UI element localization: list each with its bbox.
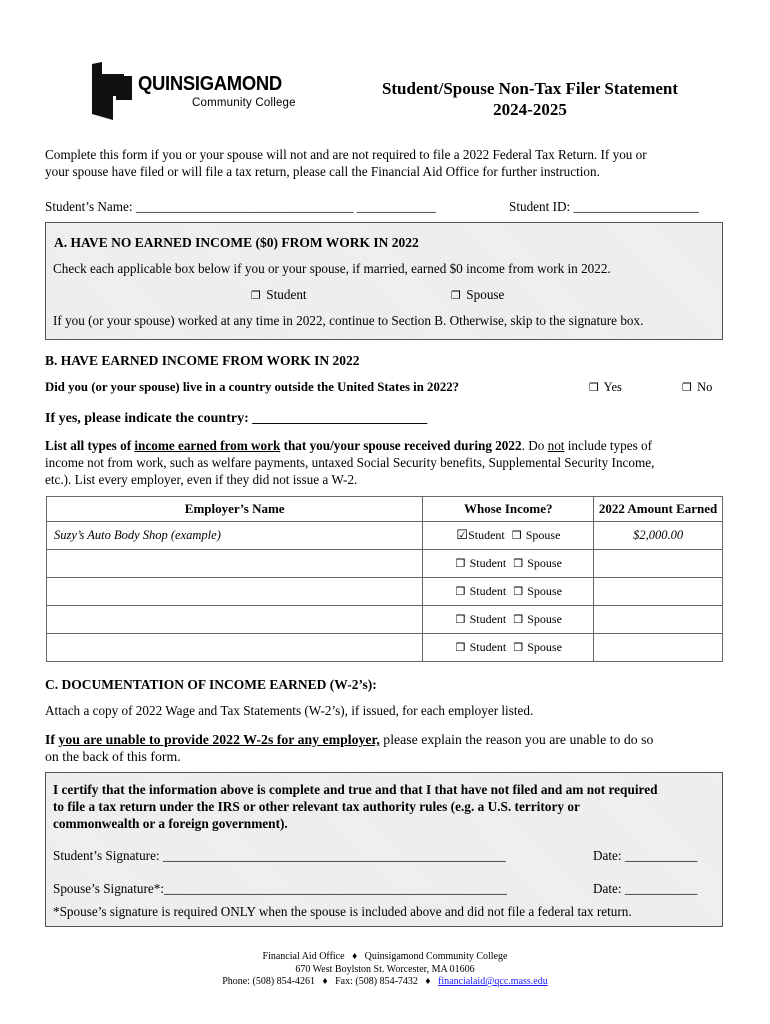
section-b-no-option[interactable] xyxy=(682,379,712,396)
option-label: Spouse xyxy=(527,640,562,654)
list-line: income not from work, such as welfare payments, untaxed Social Security benefits, Supplemental Security Income, xyxy=(45,455,655,470)
country-field[interactable] xyxy=(45,410,427,427)
student-id-label: Student ID: xyxy=(509,199,574,214)
whose-income-cell xyxy=(423,550,594,578)
form-year: 2024-2025 xyxy=(493,100,567,119)
logo-mark-icon xyxy=(92,62,134,120)
spouse-signature-footnote: *Spouse’s signature is required ONLY when the spouse is included above and did not file a federal tax return. xyxy=(53,904,632,919)
footer-line xyxy=(0,951,770,964)
country-blank[interactable]: _________________________ xyxy=(252,411,428,426)
student-id-blank[interactable]: ___________________ xyxy=(573,199,699,214)
student-date-field[interactable]: Date: ___________ xyxy=(593,848,698,863)
checkbox-empty-icon[interactable]: ❒ xyxy=(251,289,261,302)
section-b-question: Did you (or your spouse) live in a country outside the United States in 2022? xyxy=(45,380,460,394)
certify-line: I certify that the information above is complete and true and that I that have not filed and am not required xyxy=(53,782,658,797)
diamond-separator-icon: ♦ xyxy=(425,976,431,987)
section-b-yes-option[interactable] xyxy=(589,379,622,396)
amount-cell[interactable] xyxy=(594,634,723,662)
section-b-title: B. HAVE EARNED INCOME FROM WORK IN 2022 xyxy=(45,353,360,368)
footer-phone: Phone: (508) 854-4261 xyxy=(222,976,316,987)
checkbox-empty-icon[interactable]: ❒ xyxy=(455,585,466,598)
college-logo xyxy=(92,62,308,120)
amount-cell[interactable] xyxy=(594,550,723,578)
amount-earned-header: 2022 Amount Earned xyxy=(594,497,723,522)
employer-name-cell[interactable] xyxy=(47,522,423,550)
diamond-separator-icon: ♦ xyxy=(322,976,328,987)
checkbox-empty-icon[interactable]: ❒ xyxy=(513,641,524,654)
table-row xyxy=(47,578,723,606)
checkbox-empty-icon[interactable]: ❒ xyxy=(455,557,466,570)
table-row xyxy=(47,550,723,578)
form-title xyxy=(330,78,730,120)
certification-statement xyxy=(53,781,718,832)
employer-name-cell[interactable] xyxy=(47,606,423,634)
option-label: Spouse xyxy=(527,556,562,570)
checkbox-empty-icon[interactable]: ❒ xyxy=(451,289,461,302)
section-b-list-instructions xyxy=(45,437,735,488)
checkbox-empty-icon[interactable]: ❒ xyxy=(455,613,466,626)
whose-income-cell xyxy=(423,606,594,634)
option-label: Student xyxy=(469,584,507,598)
whose-income-cell xyxy=(423,634,594,662)
intro-text xyxy=(45,146,745,180)
employer-name-header: Employer’s Name xyxy=(47,497,423,522)
checkbox-checked-icon[interactable]: ☑ xyxy=(456,528,468,543)
amount-cell[interactable] xyxy=(594,578,723,606)
footer-line xyxy=(0,976,770,989)
table-row xyxy=(47,634,723,662)
section-c-attach: Attach a copy of 2022 Wage and Tax Statements (W-2’s), if issued, for each employer listed. xyxy=(45,703,534,718)
amount-value: $2,000.00 xyxy=(633,528,684,542)
amount-cell[interactable] xyxy=(594,522,723,550)
intro-line: your spouse have filed or will file a tax return, please call the Financial Aid Office for further instruction. xyxy=(45,164,600,179)
logo-subtitle: Community College xyxy=(192,97,296,109)
list-line: etc.). List every employer, even if they did not issue a W-2. xyxy=(45,472,358,487)
footer-office: Financial Aid Office xyxy=(262,951,345,962)
table-header-row xyxy=(47,497,723,522)
option-label: Spouse xyxy=(527,612,562,626)
employer-name-value: Suzy’s Auto Body Shop (example) xyxy=(54,528,221,542)
table-row xyxy=(47,606,723,634)
whose-income-cell xyxy=(423,522,594,550)
table-row xyxy=(47,522,723,550)
certification-box xyxy=(45,772,723,927)
option-label: Spouse xyxy=(466,287,505,302)
option-label: Student xyxy=(468,528,505,542)
footer-address: 670 West Boylston St. Worcester, MA 01606 xyxy=(295,963,475,975)
spouse-signature-field[interactable]: Spouse’s Signature*:____________________________________________________ xyxy=(53,881,507,896)
option-label: Student xyxy=(469,640,507,654)
spouse-date-field[interactable]: Date: ___________ xyxy=(593,881,698,896)
footer-email-link[interactable]: financialaid@qcc.mass.edu xyxy=(438,976,548,987)
unable-line: If you are unable to provide 2022 W-2s for any employer, please explain the reason you are unable to do so xyxy=(45,732,654,747)
amount-cell[interactable] xyxy=(594,606,723,634)
footer-college: Quinsigamond Community College xyxy=(364,951,508,962)
whose-income-cell xyxy=(423,578,594,606)
section-a-note: If you (or your spouse) worked at any time in 2022, continue to Section B. Otherwise, skip to the signature box. xyxy=(53,313,644,328)
diamond-separator-icon: ♦ xyxy=(352,951,358,962)
checkbox-empty-icon[interactable]: ❒ xyxy=(511,529,522,542)
employer-name-cell[interactable] xyxy=(47,550,423,578)
employer-table xyxy=(46,496,723,662)
section-a-spouse-option[interactable] xyxy=(451,286,504,304)
option-label: Spouse xyxy=(527,584,562,598)
section-a-box xyxy=(45,222,723,340)
option-label: Student xyxy=(469,556,507,570)
checkbox-empty-icon[interactable]: ❒ xyxy=(589,381,599,394)
section-c-title: C. DOCUMENTATION OF INCOME EARNED (W-2’s): xyxy=(45,677,377,692)
option-label: Spouse xyxy=(525,528,561,542)
unable-line: on the back of this form. xyxy=(45,749,181,764)
checkbox-empty-icon[interactable]: ❒ xyxy=(682,381,692,394)
checkbox-empty-icon[interactable]: ❒ xyxy=(455,641,466,654)
student-name-blank[interactable]: _________________________________ ____________ xyxy=(135,199,436,214)
section-c-unable xyxy=(45,731,745,765)
section-a-instruction: Check each applicable box below if you or your spouse, if married, earned $0 income from work in 2022. xyxy=(53,261,611,276)
certify-line: to file a tax return under the IRS or other relevant tax authority rules (e.g. a U.S. territory or xyxy=(53,799,580,814)
whose-income-header: Whose Income? xyxy=(423,497,594,522)
employer-name-cell[interactable] xyxy=(47,634,423,662)
footer-fax: Fax: (508) 854-7432 xyxy=(335,976,418,987)
logo-name: QUINSIGAMOND xyxy=(138,73,282,95)
country-label: If yes, please indicate the country: xyxy=(45,411,253,426)
footer xyxy=(0,951,770,989)
intro-line: Complete this form if you or your spouse will not and are not required to file a 2022 Federal Tax Return. If you or xyxy=(45,147,647,162)
option-label: Student xyxy=(469,612,507,626)
checkbox-empty-icon[interactable]: ❒ xyxy=(513,613,524,626)
section-a-title: A. HAVE NO EARNED INCOME ($0) FROM WORK IN 2022 xyxy=(54,235,419,250)
option-label: No xyxy=(697,380,713,394)
student-id-field[interactable] xyxy=(509,198,699,215)
option-label: Yes xyxy=(603,380,622,394)
list-line: List all types of income earned from work that you/your spouse received during 2022. Do not include types of xyxy=(45,438,652,453)
certify-line: commonwealth or a foreign government). xyxy=(53,816,288,831)
checkbox-empty-icon[interactable]: ❒ xyxy=(513,557,524,570)
form-title-line1: Student/Spouse Non-Tax Filer Statement xyxy=(381,79,679,98)
section-a-student-option[interactable] xyxy=(251,286,307,304)
student-name-field[interactable] xyxy=(45,198,436,215)
employer-name-cell[interactable] xyxy=(47,578,423,606)
student-name-label: Student’s Name: xyxy=(45,199,136,214)
option-label: Student xyxy=(266,287,307,302)
student-signature-field[interactable]: Student’s Signature: ____________________________________________________ xyxy=(53,848,506,863)
checkbox-empty-icon[interactable]: ❒ xyxy=(513,585,524,598)
